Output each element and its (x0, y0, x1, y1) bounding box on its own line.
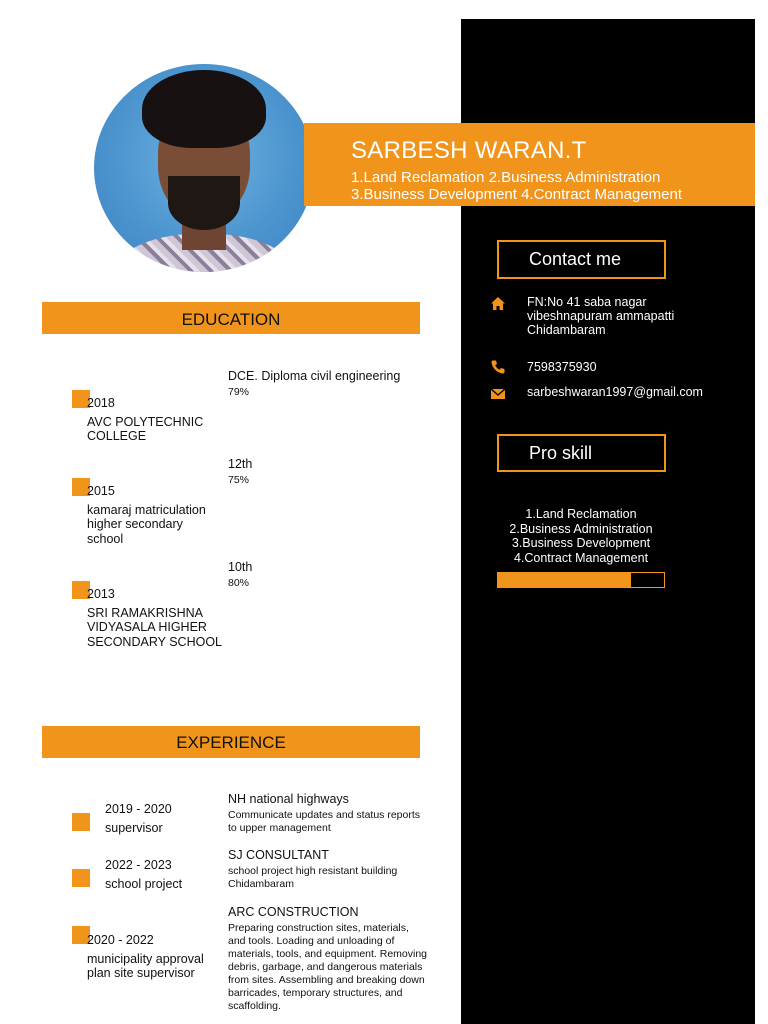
experience-desc-line: school project high resistant building (228, 865, 398, 877)
experience-role: school project (105, 876, 183, 891)
education-school-line: AVC POLYTECHNIC (87, 414, 204, 429)
skill-item: 1.Land Reclamation (525, 507, 637, 521)
experience-desc-line: barricades, temporary structures, and (228, 987, 403, 999)
experience-role: supervisor (105, 820, 163, 835)
experience-role: plan site supervisor (87, 966, 195, 980)
experience-desc-line: scaffolding. (228, 1000, 281, 1012)
tagline-line-2: 3.Business Development 4.Contract Management (351, 186, 683, 203)
education-school-line: higher secondary (87, 517, 183, 531)
education-heading: EDUCATION (181, 310, 281, 329)
education-degree: 10th (228, 560, 253, 574)
experience-company: SJ CONSULTANT (228, 848, 329, 862)
contact-heading-box (497, 240, 666, 279)
experience-desc-line: debris, garbage, and dangerous materials (228, 961, 423, 973)
tagline-line-1: 1.Land Reclamation 2.Business Administration (351, 169, 661, 186)
experience-desc-line: materials, tools, and equipment. Removing (228, 948, 428, 960)
education-school-line: school (87, 531, 124, 546)
address-line-2: vibeshnapuram ammapatti (527, 309, 675, 323)
experience-role: municipality approval (87, 951, 204, 966)
skill-level-bar (497, 572, 665, 588)
education-school-line: COLLEGE (87, 429, 147, 443)
candidate-name: SARBESH WARAN.T (351, 137, 587, 164)
experience-desc-line: Chidambaram (228, 878, 294, 890)
skill-item: 3.Business Development (511, 536, 651, 550)
skill-list (497, 507, 665, 565)
education-school-line: SECONDARY SCHOOL (87, 634, 222, 649)
phone-number: 7598375930 (527, 360, 597, 374)
pro-skill-heading-box (497, 434, 666, 472)
pro-skill-heading: Pro skill (529, 442, 593, 463)
education-school-line: VIDYASALA HIGHER (87, 620, 207, 634)
address-line-1: FN:No 41 saba nagar (527, 295, 647, 309)
email-icon (490, 386, 506, 402)
experience-years: 2019 - 2020 (105, 802, 172, 816)
experience-desc-line: from sites. Assembling and breaking down (228, 974, 425, 986)
bullet-square (72, 869, 90, 887)
bullet-square (72, 813, 90, 831)
experience-desc-line: Preparing construction sites, materials, (228, 922, 409, 934)
education-degree: 12th (228, 457, 253, 471)
skill-item: 4.Contract Management (513, 550, 649, 565)
experience-years: 2022 - 2023 (105, 858, 172, 872)
education-year: 2015 (87, 484, 115, 498)
skill-level-fill (498, 573, 631, 587)
skill-item: 2.Business Administration (509, 521, 653, 536)
experience-desc-line: Communicate updates and status reports (228, 809, 421, 821)
experience-desc-line: and tools. Loading and unloading of (228, 935, 395, 947)
experience-company: NH national highways (228, 792, 349, 806)
address-line-3: Chidambaram (527, 323, 606, 337)
experience-company: ARC CONSTRUCTION (228, 905, 359, 919)
email-address[interactable]: sarbeshwaran1997@gmail.com (527, 385, 703, 399)
education-degree: DCE. Diploma civil engineering (228, 369, 401, 383)
education-school-line: SRI RAMAKRISHNA (87, 605, 203, 620)
education-school-line: kamaraj matriculation (87, 502, 206, 517)
education-year: 2018 (87, 396, 115, 410)
home-icon (490, 296, 506, 312)
education-score: 80% (228, 577, 250, 589)
profile-photo (94, 64, 314, 272)
phone-icon (490, 359, 506, 375)
education-score: 79% (228, 386, 250, 398)
education-year: 2013 (87, 587, 115, 601)
experience-desc-line: to upper management (228, 822, 331, 834)
experience-heading: EXPERIENCE (176, 733, 286, 752)
contact-heading: Contact me (529, 249, 622, 269)
education-score: 75% (228, 474, 250, 486)
experience-years: 2020 - 2022 (87, 933, 154, 947)
